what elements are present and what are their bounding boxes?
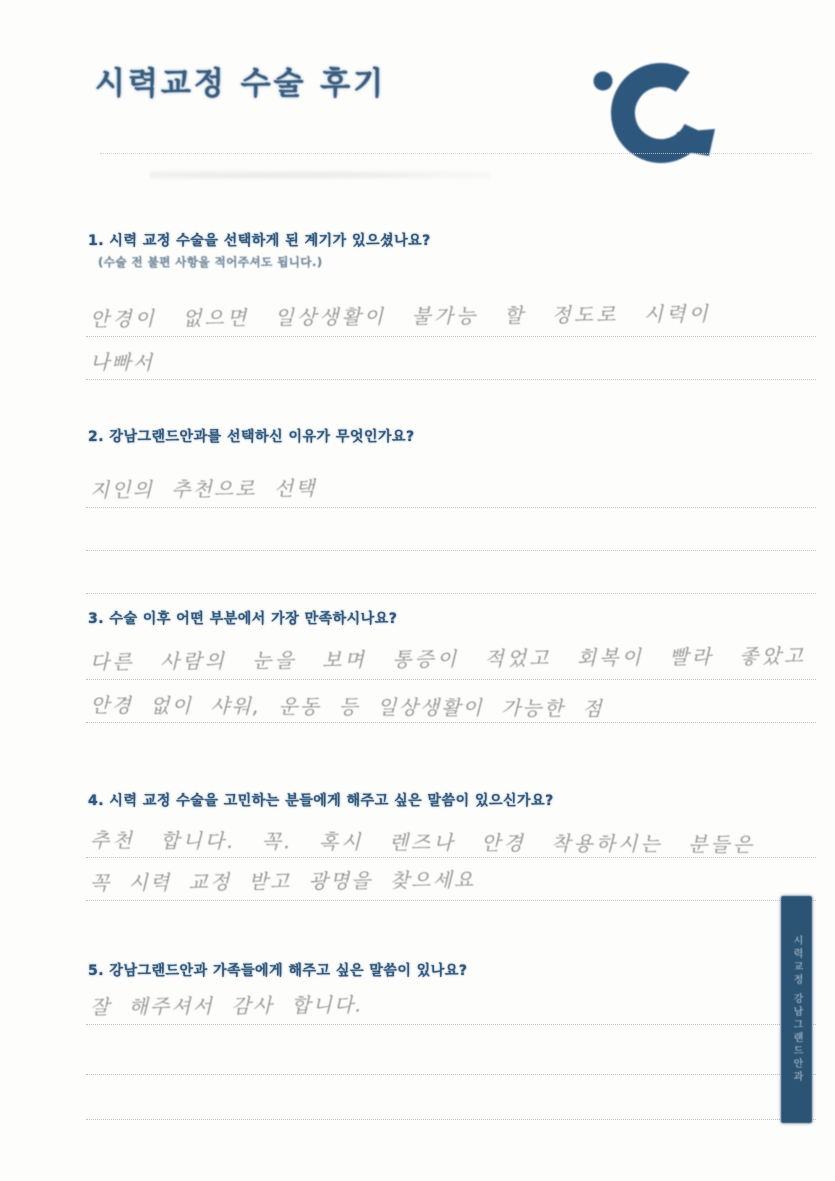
page-title: 시력교정 수술 후기 (95, 66, 387, 102)
answer-line (86, 681, 816, 723)
side-ribbon-tab (781, 896, 812, 1123)
handwritten-answer: 잘 해주셔서 감사 합니다. (89, 992, 364, 1020)
scan-smudge (150, 168, 490, 182)
handwritten-answer: 다른 사람의 눈을 보며 통증이 적었고 회복이 빨라 좋았고 (89, 643, 807, 675)
handwritten-answer: 추천 합니다. 꼭. 혹시 렌즈나 안경 착용하시는 분들은 (90, 828, 756, 857)
header-divider (100, 153, 812, 154)
question-5-label: 5. 강남그랜드안과 가족들에게 해주고 싶은 말씀이 있나요? (88, 963, 468, 979)
answer-line (86, 816, 816, 858)
handwritten-answer: 꼭 시력 교정 받고 광명을 찾으세요 (89, 867, 476, 896)
answer-line-blank (86, 1033, 816, 1075)
answer-line (86, 466, 816, 508)
side-ribbon-text: 시력교정 강남그랜드안과 (791, 934, 802, 1085)
question-4-label: 4. 시력 교정 수술을 고민하는 분들에게 해주고 싶은 말씀이 있으신가요? (88, 793, 554, 809)
answer-line (86, 638, 816, 680)
clinic-g-logo-icon (593, 48, 731, 170)
question-3-label: 3. 수술 이후 어떤 부분에서 가장 만족하시나요? (88, 611, 398, 627)
question-1-note: (수술 전 불편 사항을 적어주셔도 됩니다.) (98, 255, 323, 269)
answer-line (86, 295, 816, 337)
answer-line (86, 983, 816, 1025)
handwritten-answer: 나빠서 (90, 350, 155, 375)
handwritten-answer: 지인의 추천으로 선택 (89, 476, 317, 503)
handwritten-answer: 안경이 없으면 일상생활이 불가능 할 정도로 시력이 (89, 301, 711, 332)
answer-line (86, 859, 816, 901)
answer-line (86, 338, 816, 380)
question-2-label: 2. 강남그랜드안과를 선택하신 이유가 무엇인가요? (88, 429, 415, 445)
answer-line-blank (86, 509, 816, 551)
question-1-label: 1. 시력 교정 수술을 선택하게 된 계기가 있으셨나요? (88, 233, 431, 249)
answer-line-blank (86, 1078, 816, 1120)
answer-line-blank (86, 552, 816, 594)
handwritten-answer: 안경 없이 샤워, 운동 등 일상생활이 가능한 점 (90, 693, 604, 721)
